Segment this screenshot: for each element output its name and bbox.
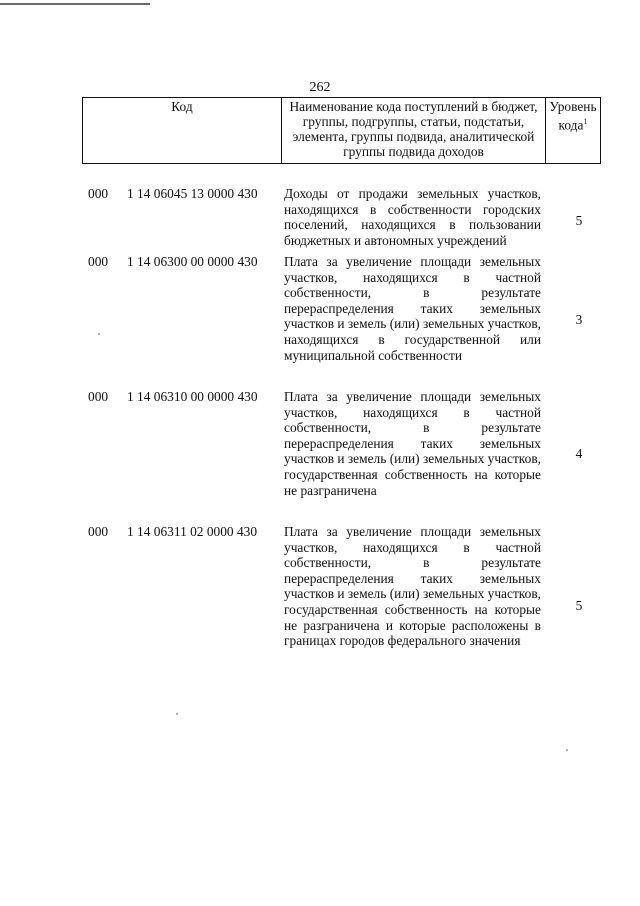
header-name-label: Наименование кода поступлений в бюджет, группы, подгруппы, статьи, подстатьи, элемента, группы подвида, аналитической группы подвида доходов xyxy=(289,99,538,159)
header-level-footnote: 1 xyxy=(583,117,588,126)
admin-code: 000 xyxy=(88,389,109,404)
income-code: 1 14 06045 13 0000 430 xyxy=(127,186,258,201)
income-code: 1 14 06310 00 0000 430 xyxy=(127,389,258,404)
admin-code: 000 xyxy=(88,186,109,201)
scan-edge-mark xyxy=(0,3,150,5)
table-header xyxy=(82,97,601,164)
income-name: Плата за увеличение площади земельных участков, находящихся в частной собственности, в результате перераспределения таких земельных участков и земель (или) земельных участков, находящихся в государственной или муниципальной собственности xyxy=(284,254,541,363)
admin-code: 000 xyxy=(88,254,109,269)
income-name: Плата за увеличение площади земельных участков, находящихся в частной собственности, в результате перераспределения таких земельных участков и земель (или) земельных участков, государственная собственность на которые не разграничена и которые расположены в границах городов федерального значения xyxy=(284,524,541,649)
header-code xyxy=(83,98,282,164)
income-name: Доходы от продажи земельных участков, находящихся в собственности городских поселений, находящихся в пользовании бюджетных и автономных учреждений xyxy=(284,186,541,248)
income-name: Плата за увеличение площади земельных участков, находящихся в частной собственности, в результате перераспределения таких земельных участков и земель (или) земельных участков, государственная собственность на которые не разграничена xyxy=(284,389,541,498)
header-code-label: Код xyxy=(171,99,193,114)
scan-speck xyxy=(566,749,568,751)
scan-speck xyxy=(176,713,178,715)
table-header-row xyxy=(83,98,601,164)
header-name xyxy=(282,98,546,164)
code-level: 3 xyxy=(575,312,583,327)
header-level xyxy=(546,98,601,164)
income-code: 1 14 06300 00 0000 430 xyxy=(127,254,258,269)
page-number: 262 xyxy=(309,80,331,95)
scan-speck xyxy=(98,333,100,335)
code-level: 5 xyxy=(575,598,583,613)
income-code: 1 14 06311 02 0000 430 xyxy=(127,524,258,539)
code-level: 4 xyxy=(575,446,583,461)
header-level-label: Уровень кода xyxy=(549,99,597,133)
code-level: 5 xyxy=(575,213,583,228)
admin-code: 000 xyxy=(88,524,109,539)
